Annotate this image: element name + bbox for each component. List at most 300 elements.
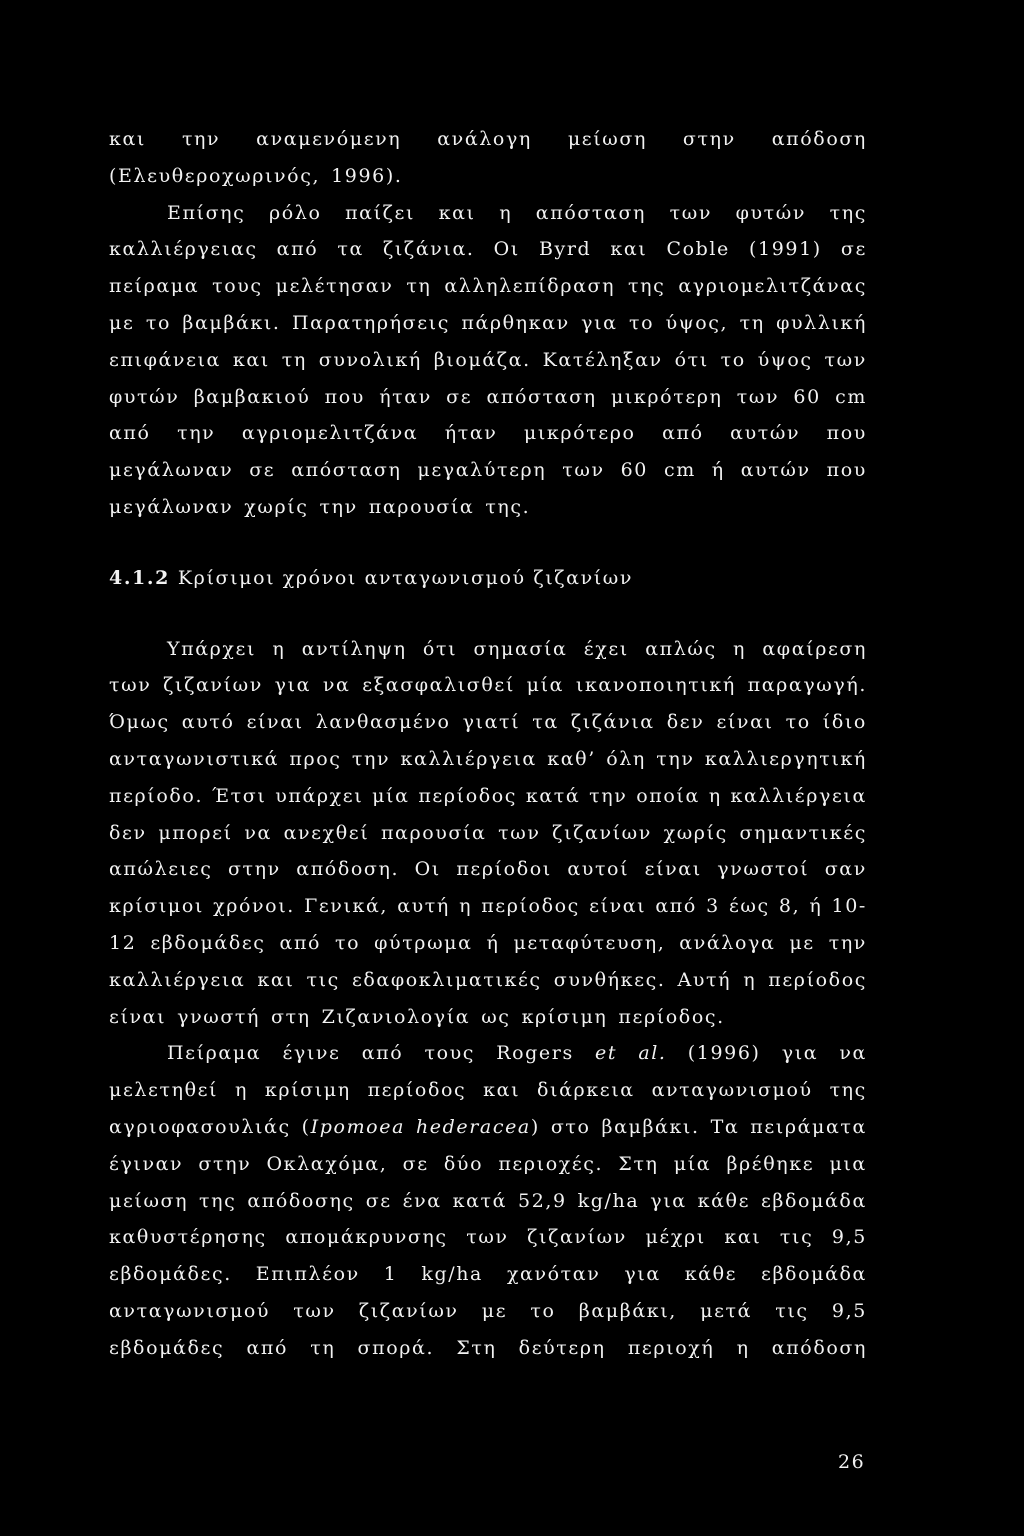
word: στη xyxy=(271,1005,311,1028)
word: μείωση xyxy=(567,128,647,150)
word: μικρότερη xyxy=(610,385,723,408)
text-line xyxy=(109,999,867,1036)
word: για xyxy=(581,311,618,334)
word: από xyxy=(276,238,319,261)
paragraph xyxy=(109,195,867,526)
word: εβδομάδες. xyxy=(109,1263,232,1286)
text-line xyxy=(109,1330,867,1367)
word: ύψος xyxy=(757,348,813,371)
text-line xyxy=(109,704,867,741)
word: cm xyxy=(663,459,696,482)
word: απόσταση xyxy=(486,385,597,408)
paragraph xyxy=(109,121,867,195)
word: Ζιζανιολογία xyxy=(321,1005,471,1028)
word: απόδοσης xyxy=(247,1189,355,1212)
word: των xyxy=(736,385,780,408)
word: ως xyxy=(481,1005,511,1028)
word: εβδομάδες xyxy=(150,931,266,954)
word: παρουσία xyxy=(368,495,475,518)
text-line xyxy=(109,1256,867,1293)
word: cm xyxy=(835,385,867,408)
word: να xyxy=(244,821,272,844)
word: αγριομελιτζάνα xyxy=(241,422,419,445)
word: μια xyxy=(829,1152,867,1175)
word: σημασία xyxy=(473,637,568,660)
paragraph xyxy=(109,631,867,1036)
word: από xyxy=(246,1336,288,1359)
word: ήταν xyxy=(379,385,432,408)
word: και xyxy=(257,968,295,991)
word: αυτή xyxy=(397,895,450,918)
word: 1996). xyxy=(331,164,403,187)
word: το xyxy=(145,311,171,334)
word: στο xyxy=(550,1115,591,1138)
word: Επιπλέον xyxy=(255,1263,360,1286)
text-line xyxy=(109,195,867,232)
word: πάρθηκαν xyxy=(461,311,570,334)
word: χρόνοι. xyxy=(213,895,295,918)
word: ανεχθεί xyxy=(283,821,370,844)
word: αυτό xyxy=(181,711,235,734)
word: ζιζανίων xyxy=(358,1299,459,1322)
word: το xyxy=(785,711,811,734)
word: μικρότερο xyxy=(523,422,636,445)
text-line xyxy=(109,631,867,668)
word: μεγάλωναν xyxy=(109,459,234,482)
word: με xyxy=(789,931,815,954)
word: για xyxy=(274,674,312,697)
word: σε xyxy=(402,1152,429,1175)
text-line xyxy=(109,231,867,268)
word: σπορά. xyxy=(357,1336,435,1359)
word: (1996) xyxy=(687,1042,761,1065)
word: παρουσία xyxy=(380,821,487,844)
word: σαν xyxy=(824,858,867,881)
word: μέχρι xyxy=(645,1226,706,1249)
text-line xyxy=(109,268,867,305)
word: Οκλαχόμα, xyxy=(266,1152,388,1175)
text-line xyxy=(109,489,867,526)
text-line xyxy=(109,962,867,999)
word: ζιζάνια. xyxy=(382,238,475,261)
word: εβδομάδα xyxy=(760,1189,867,1212)
word: των xyxy=(562,459,605,482)
word: βρέθηκε xyxy=(726,1152,815,1175)
word: που xyxy=(826,422,867,445)
word: ρόλο xyxy=(269,201,322,224)
word: ανάλογα xyxy=(679,931,776,954)
word: είναι xyxy=(109,1005,167,1028)
word: τις xyxy=(775,1299,809,1322)
word: η xyxy=(234,1079,248,1102)
word: μεταφύτευση, xyxy=(513,931,666,954)
word: αυτών xyxy=(740,459,811,482)
word: χανόταν xyxy=(506,1263,601,1286)
word: και xyxy=(724,1226,762,1249)
word: κατά xyxy=(452,1189,508,1212)
word: σε xyxy=(840,238,867,261)
word: εξασφαλισθεί xyxy=(362,674,515,697)
word: τη xyxy=(739,311,765,334)
word: αυτών xyxy=(730,422,801,445)
word: περιοχή xyxy=(627,1336,715,1359)
word: ζιζανίων xyxy=(163,674,263,697)
word: Τα xyxy=(710,1115,740,1138)
word: καθ’ xyxy=(547,747,596,770)
word: να xyxy=(322,674,351,697)
word: Πείραμα xyxy=(167,1042,262,1065)
word: ανταγωνισμού xyxy=(651,1079,813,1102)
word: ζιζανίων xyxy=(552,821,652,844)
word: έως xyxy=(728,895,770,918)
text-line xyxy=(109,925,867,962)
word: γνωστή xyxy=(177,1005,260,1028)
word: αγριοφασουλιάς xyxy=(109,1115,291,1138)
word: η xyxy=(733,637,747,660)
word: απώλειες xyxy=(109,858,213,881)
word: μπορεί xyxy=(158,821,233,844)
word: 9,5 xyxy=(831,1226,867,1249)
section-title: Κρίσιμοι χρόνοι ανταγωνισμού ζιζανίων xyxy=(177,566,634,589)
word: 52,9 xyxy=(518,1189,567,1212)
word: η xyxy=(736,1336,750,1359)
word: των xyxy=(293,1299,336,1322)
word: σε xyxy=(365,1189,392,1212)
word: συνολική xyxy=(318,348,422,371)
word: την xyxy=(177,422,216,445)
word: hederacea) xyxy=(415,1115,540,1138)
word: έχει xyxy=(583,637,629,660)
word: Παρατηρήσεις xyxy=(291,311,450,334)
word: της xyxy=(199,1189,237,1212)
word: γνωστοί xyxy=(717,858,810,881)
word: η xyxy=(743,968,757,991)
word: δεν xyxy=(666,711,705,734)
word: περιοχές. xyxy=(498,1152,604,1175)
text-line xyxy=(109,305,867,342)
word: διάρκεια xyxy=(537,1079,635,1102)
word: το xyxy=(335,931,361,954)
word: μεγάλωναν xyxy=(109,495,234,518)
word: και xyxy=(109,128,146,150)
word: ζιζανίων xyxy=(527,1226,627,1249)
word: Έτσι xyxy=(211,784,267,807)
text-line xyxy=(109,379,867,416)
word: τα xyxy=(337,238,364,261)
word: για xyxy=(781,1042,819,1065)
word: έγινε xyxy=(282,1042,341,1065)
word: των xyxy=(824,348,867,371)
word: ή xyxy=(809,895,823,918)
word: την xyxy=(828,931,867,954)
section-number: 4.1.2 xyxy=(109,566,170,589)
word: τους xyxy=(212,275,263,298)
word: αντίληψη xyxy=(301,637,407,660)
word: να xyxy=(839,1042,867,1065)
word: όλη xyxy=(606,747,646,770)
word: χωρίς xyxy=(244,495,309,518)
word: στην xyxy=(682,128,736,150)
word: ικανοποιητική xyxy=(575,674,736,697)
text-line xyxy=(109,741,867,778)
word: 9,5 xyxy=(831,1299,867,1322)
word: φυλλική xyxy=(776,311,867,334)
word: η xyxy=(459,895,473,918)
word: Στη xyxy=(456,1336,497,1359)
word: φυτών xyxy=(109,385,180,408)
word: Rogers xyxy=(496,1042,574,1065)
word: η xyxy=(708,784,722,807)
word: περίοδος xyxy=(768,968,867,991)
word: την xyxy=(589,784,628,807)
word: προς xyxy=(289,747,342,770)
word: ίδιο xyxy=(822,711,867,734)
word: απόσταση xyxy=(291,459,402,482)
document-body xyxy=(109,121,867,1367)
word: των xyxy=(109,674,152,697)
word: κάθε xyxy=(697,1189,751,1212)
word: δεύτερη xyxy=(518,1336,606,1359)
word: περίοδος xyxy=(481,895,580,918)
word: 8, xyxy=(778,895,801,918)
word: αυτοί xyxy=(567,858,630,881)
word: κρίσιμη xyxy=(521,1005,608,1028)
word: η xyxy=(499,201,513,224)
text-line xyxy=(109,815,867,852)
page-number: 26 xyxy=(838,1451,866,1473)
word: ή xyxy=(711,459,725,482)
word: καλλιεργητική xyxy=(704,747,867,770)
text-line xyxy=(109,1219,867,1256)
word: (Ελευθεροχωρινός, xyxy=(109,164,321,187)
word: βαμβάκι. xyxy=(182,311,281,334)
text-line xyxy=(109,778,867,815)
word: καλλιέργεια xyxy=(730,784,867,807)
word: των xyxy=(498,821,541,844)
word: Γενικά, xyxy=(304,895,389,918)
word: συνθήκες. xyxy=(553,968,666,991)
word: χωρίς xyxy=(663,821,728,844)
word: δεν xyxy=(109,821,147,844)
word: περίοδος. xyxy=(618,1005,725,1028)
word: καλλιέργειας xyxy=(109,238,258,261)
word: σε xyxy=(249,459,276,482)
word: που xyxy=(324,385,365,408)
word: τα xyxy=(532,711,559,734)
word: et xyxy=(595,1042,618,1065)
word: από xyxy=(279,931,322,954)
word: 60 xyxy=(620,459,648,482)
word: και xyxy=(610,238,648,261)
word: το xyxy=(629,311,655,334)
word: περίοδος xyxy=(367,1079,467,1102)
word: αλληλεπίδραση xyxy=(444,275,616,298)
word: φύτρωμα xyxy=(374,931,473,954)
text-line xyxy=(109,1146,867,1183)
word: βαμβάκι, xyxy=(578,1299,677,1322)
word: πείραμα xyxy=(109,275,200,298)
word: των xyxy=(466,1226,509,1249)
word: τους xyxy=(424,1042,476,1065)
word: είναι xyxy=(716,711,774,734)
word: την xyxy=(181,128,221,150)
word: για xyxy=(624,1263,661,1286)
word: των xyxy=(669,201,712,224)
word: μετά xyxy=(700,1299,753,1322)
word: απόδοση xyxy=(771,1336,867,1359)
word: και xyxy=(232,348,270,371)
word: αναμενόμενη xyxy=(256,128,402,150)
word: κάθε xyxy=(684,1263,738,1286)
word: με xyxy=(481,1299,508,1322)
word: (Ipomoea xyxy=(301,1115,405,1138)
word: μία xyxy=(526,674,565,697)
word: οποία xyxy=(636,784,700,807)
word: ζιζάνια xyxy=(570,711,655,734)
word: πειράματα xyxy=(750,1115,867,1138)
word: κατά xyxy=(525,784,581,807)
word: Υπάρχει xyxy=(167,637,257,660)
word: τη xyxy=(281,348,307,371)
word: την xyxy=(656,747,695,770)
word: ότι xyxy=(674,348,709,371)
word: επιφάνεια xyxy=(109,348,221,371)
word: εδαφοκλιματικές xyxy=(351,968,542,991)
word: μελέτησαν xyxy=(275,275,394,298)
word: (1991) xyxy=(749,238,822,261)
text-line xyxy=(109,667,867,704)
word: στην xyxy=(227,858,281,881)
word: για xyxy=(650,1189,687,1212)
word: Αυτή xyxy=(677,968,732,991)
word: al. xyxy=(638,1042,667,1065)
word: Οι xyxy=(493,238,520,261)
word: της xyxy=(628,275,666,298)
word: είναι xyxy=(644,858,702,881)
word: και xyxy=(438,201,476,224)
word: από xyxy=(662,422,704,445)
word: Στη xyxy=(618,1152,659,1175)
word: δύο xyxy=(443,1152,484,1175)
word: περίοδοι xyxy=(456,858,552,881)
word: που xyxy=(826,459,867,482)
text-line xyxy=(109,1293,867,1330)
word: σημαντικές xyxy=(739,821,867,844)
word: μελετηθεί xyxy=(109,1079,219,1102)
word: απόδοση. xyxy=(296,858,400,881)
word: καλλιέργεια xyxy=(400,747,537,770)
word: Κατέληξαν xyxy=(542,348,663,371)
text-line xyxy=(109,1109,867,1146)
word: ή xyxy=(486,931,500,954)
word: τη xyxy=(406,275,432,298)
word: της xyxy=(829,1079,867,1102)
word: 3 xyxy=(706,895,720,918)
word: στην xyxy=(198,1152,252,1175)
text-line xyxy=(109,1072,867,1109)
word: είναι xyxy=(589,895,647,918)
word: ήταν xyxy=(444,422,498,445)
word: ύψος, xyxy=(665,311,729,334)
word: kg/ha xyxy=(421,1263,483,1286)
word: μία xyxy=(372,784,410,807)
word: μεγαλύτερη xyxy=(417,459,547,482)
text-line xyxy=(109,851,867,888)
word: κρίσιμοι xyxy=(109,895,204,918)
word: παίζει xyxy=(345,201,416,224)
word: από xyxy=(361,1042,404,1065)
word: Byrd xyxy=(538,238,592,261)
word: την xyxy=(351,747,391,770)
word: με xyxy=(109,311,135,334)
word: Coble xyxy=(666,238,730,261)
word: ανταγωνιστικά xyxy=(109,747,280,770)
word: 12 xyxy=(109,931,137,954)
word: απόσταση xyxy=(535,201,647,224)
text-line xyxy=(109,1183,867,1220)
word: τις xyxy=(779,1226,814,1249)
word: ανταγωνισμού xyxy=(109,1299,271,1322)
word: και xyxy=(483,1079,521,1102)
word: γιατί xyxy=(462,711,521,734)
word: τη xyxy=(310,1336,336,1359)
word: εβδομάδες xyxy=(109,1336,225,1359)
word: αφαίρεση xyxy=(762,637,867,660)
word: βιομάζα. xyxy=(433,348,531,371)
word: τις xyxy=(306,968,340,991)
word: ένα xyxy=(402,1189,442,1212)
word: από xyxy=(655,895,697,918)
word: η xyxy=(272,637,286,660)
word: 1 xyxy=(383,1263,398,1286)
word: είναι xyxy=(246,711,304,734)
word: της. xyxy=(485,495,531,518)
word: Όμως xyxy=(109,711,170,734)
word: από xyxy=(109,422,151,445)
word: μείωση xyxy=(109,1189,189,1212)
word: απλώς xyxy=(645,637,717,660)
word: βαμβακιού xyxy=(193,385,311,408)
word: της xyxy=(829,201,867,224)
word: 10- xyxy=(831,895,867,918)
text-line xyxy=(109,415,867,452)
word: αγριομελιτζάνας xyxy=(678,275,867,298)
paragraph xyxy=(109,1035,867,1366)
word: φυτών xyxy=(735,201,806,224)
word: ανάλογη xyxy=(437,128,532,150)
word: περίοδο. xyxy=(109,784,204,807)
word: την xyxy=(319,495,358,518)
word: υπάρχει xyxy=(275,784,364,807)
word: το xyxy=(720,348,746,371)
word: εβδομάδα xyxy=(761,1263,867,1286)
word: Οι xyxy=(414,858,441,881)
text-line xyxy=(109,158,867,195)
text-line xyxy=(109,452,867,489)
word: παραγωγή. xyxy=(747,674,867,697)
text-line xyxy=(109,121,867,158)
word: λανθασμένο xyxy=(315,711,451,734)
word: απόδοση xyxy=(771,128,867,150)
text-line xyxy=(109,1035,867,1072)
word: Επίσης xyxy=(167,201,246,224)
word: 60 xyxy=(793,385,821,408)
word: ότι xyxy=(422,637,458,660)
word: έγιναν xyxy=(109,1152,184,1175)
word: σε xyxy=(446,385,473,408)
text-line xyxy=(109,888,867,925)
word: καθυστέρησης xyxy=(109,1226,267,1249)
